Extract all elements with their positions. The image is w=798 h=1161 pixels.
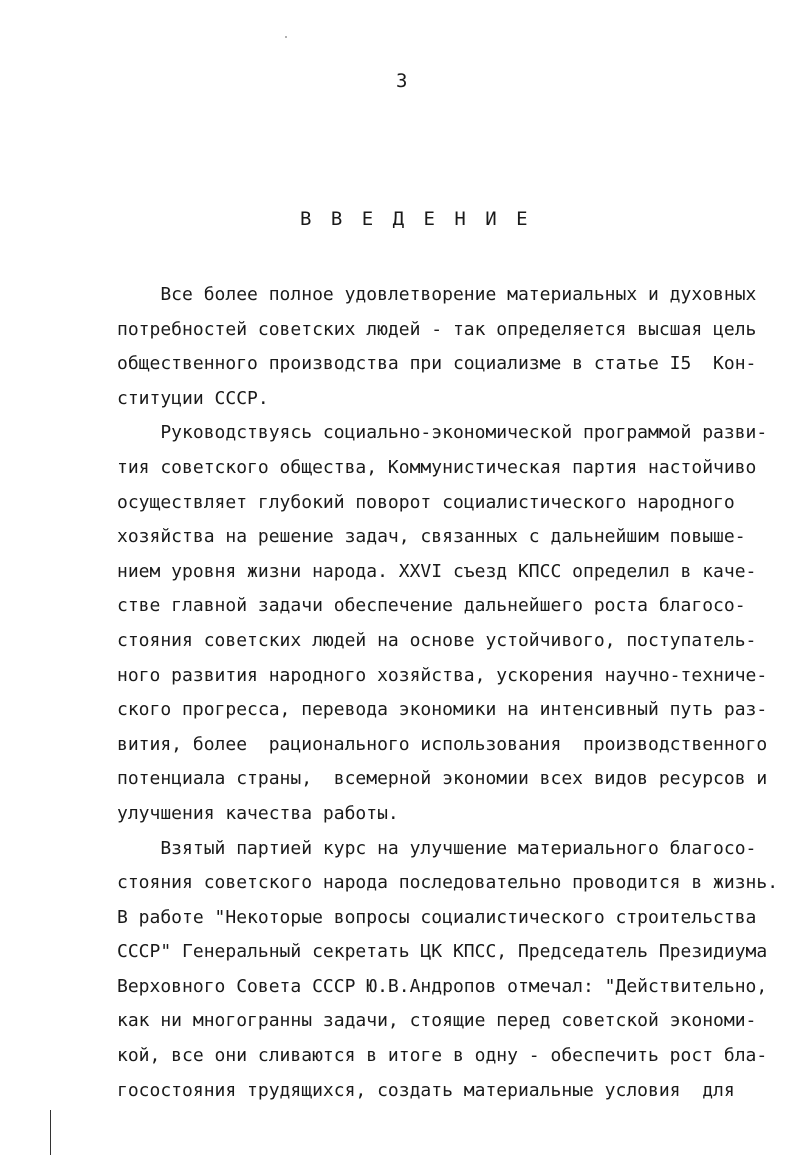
text-line: В работе "Некоторые вопросы социалистического строительства xyxy=(117,906,757,928)
text-line: СССР" Генеральный секретать ЦК КПСС, Председатель Президиума xyxy=(117,941,768,963)
text-line: Взятый партией курс на улучшение материального благосо- xyxy=(117,837,757,859)
text-line: осуществляет глубокий поворот социалистического народного xyxy=(117,491,735,513)
scan-speck xyxy=(285,36,287,38)
text-line: кой, все они сливаются в итоге в одну - обеспечить рост бла- xyxy=(117,1045,768,1067)
text-line: тия советского общества, Коммунистическая партия настойчиво xyxy=(117,456,757,478)
text-line: вития, более рационального использования производственного xyxy=(117,733,768,755)
text-line: стве главной задачи обеспечение дальнейшего роста благосо- xyxy=(117,595,746,617)
text-line: Верховного Совета СССР Ю.В.Андропов отмечал: "Действительно, xyxy=(117,975,768,997)
text-line: стояния советских людей на основе устойчивого, поступатель- xyxy=(117,629,757,651)
text-line: как ни многогранны задачи, стоящие перед советской экономи- xyxy=(117,1010,757,1032)
text-line: общественного производства при социализме в статье I5 Кон- xyxy=(117,353,757,375)
text-line: нием уровня жизни народа. XXVI съезд КПСС определил в каче- xyxy=(117,560,757,582)
body-text xyxy=(117,278,779,1108)
text-line: потребностей советских людей - так определяется высшая цель xyxy=(117,318,757,340)
text-line: госостояния трудящихся, создать материальные условия для xyxy=(117,1079,735,1101)
text-line: Все более полное удовлетворение материальных и духовных xyxy=(117,284,757,305)
text-line: Руководствуясь социально-экономической программой разви- xyxy=(117,422,768,444)
text-line: стояния советского народа последовательно проводится в жизнь. xyxy=(117,872,779,894)
section-heading: В В Е Д Е Н И Е xyxy=(300,208,530,230)
page-number: 3 xyxy=(396,70,409,92)
text-line: потенциала страны, всемерной экономии всех видов ресурсов и xyxy=(117,768,768,790)
text-line: ного развития народного хозяйства, ускорения научно-техниче- xyxy=(117,664,768,686)
text-line: хозяйства на решение задач, связанных с дальнейшим повыше- xyxy=(117,526,746,548)
margin-mark xyxy=(50,1110,51,1155)
text-line: улучшения качества работы. xyxy=(117,802,399,824)
text-line: ского прогресса, перевода экономики на интенсивный путь раз- xyxy=(117,699,768,721)
text-line: ституции СССР. xyxy=(117,387,269,409)
